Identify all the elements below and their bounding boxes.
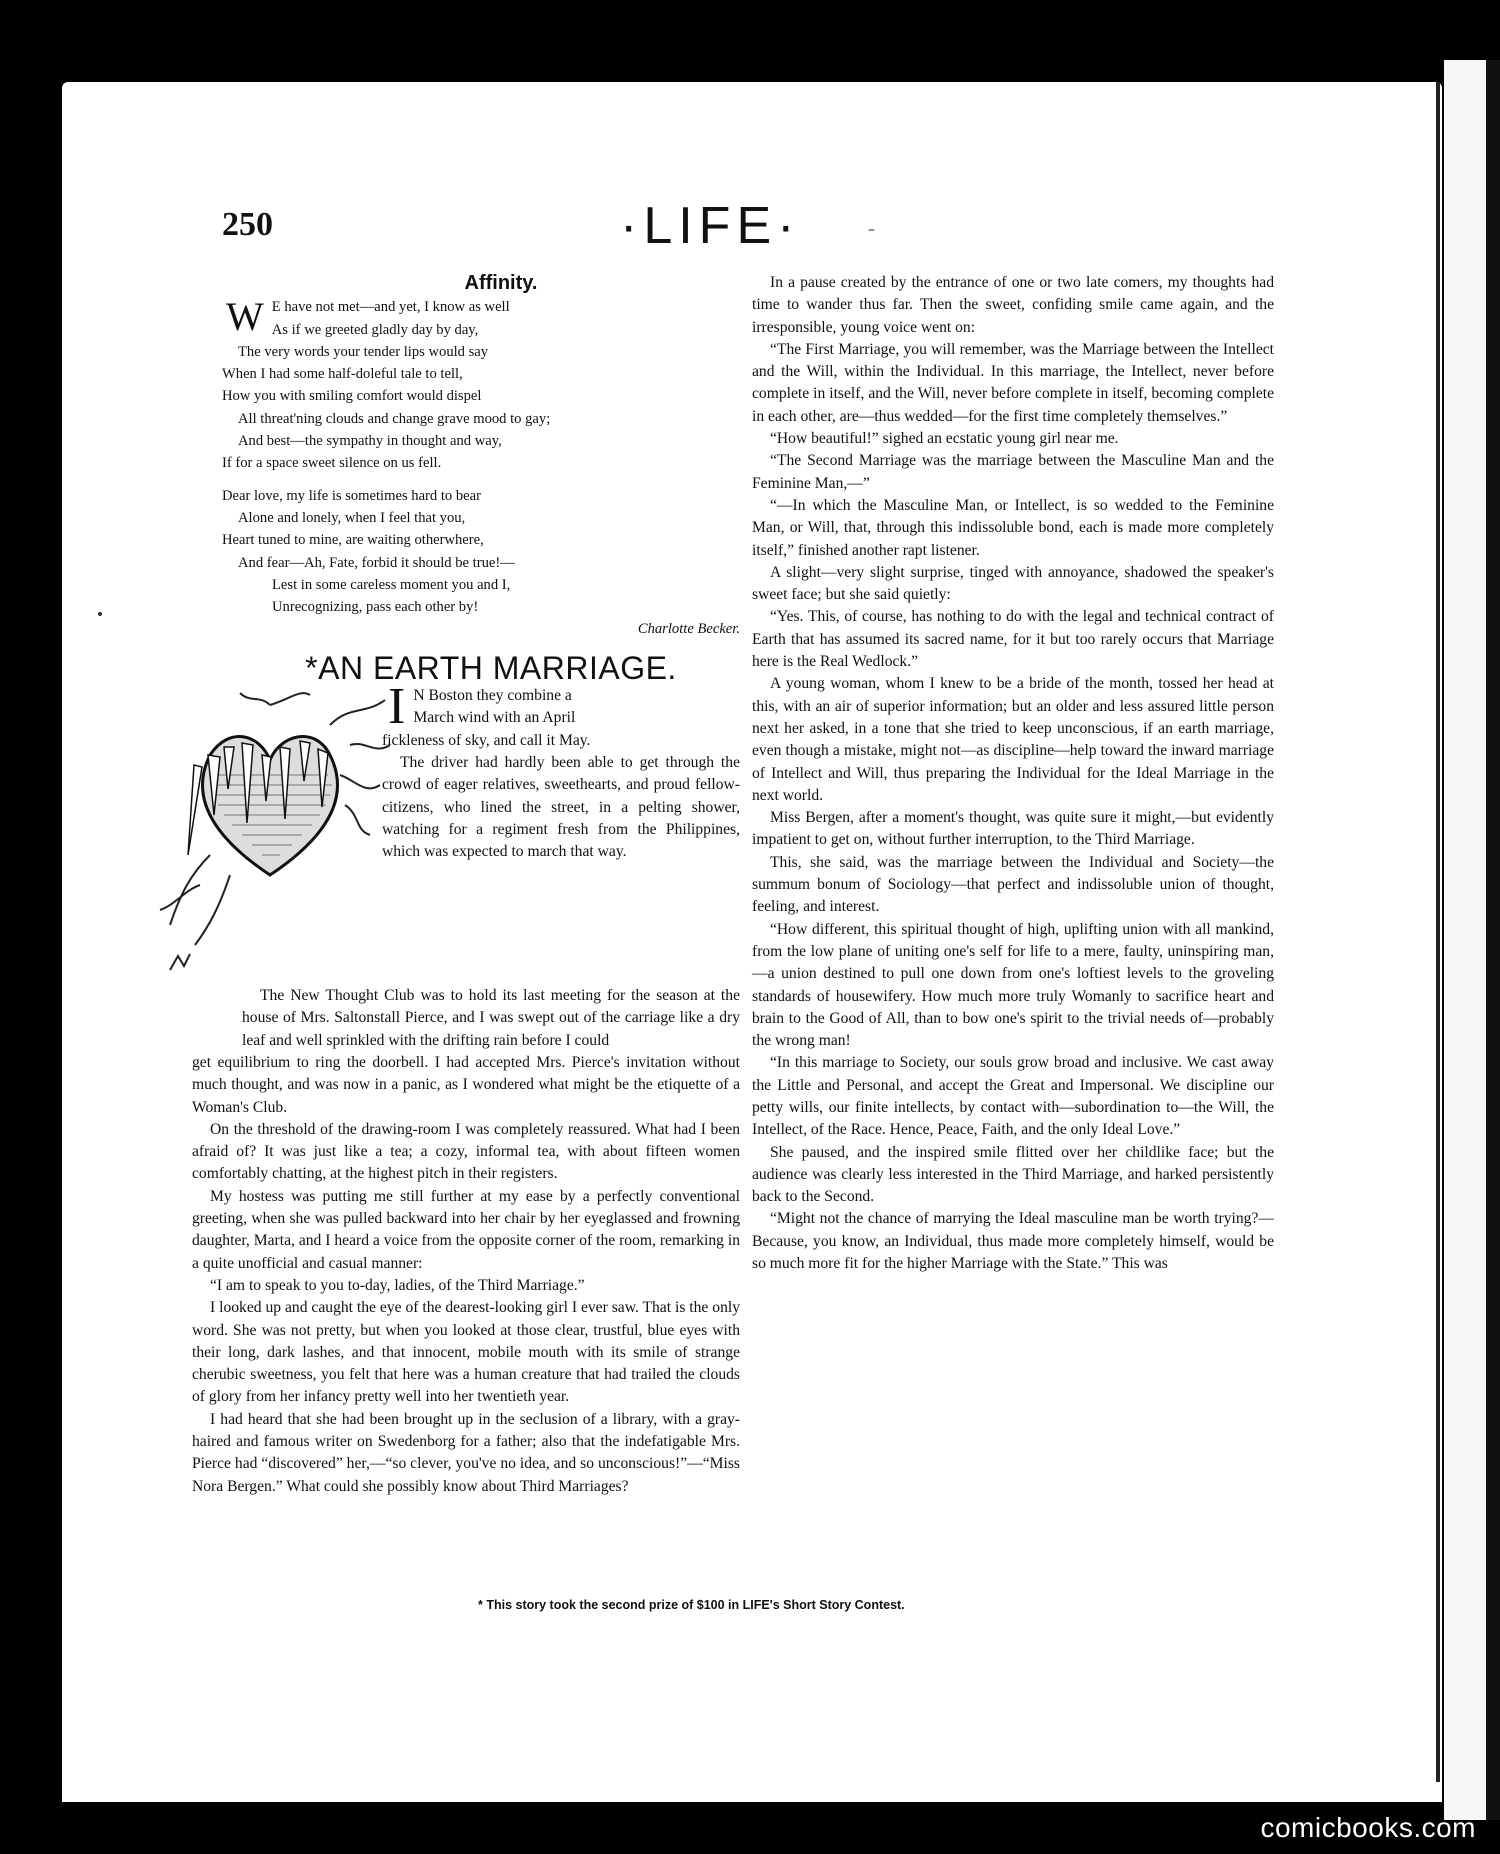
story-mid-block (242, 985, 740, 1052)
poem-line: When I had some half-doleful tale to tell, (222, 366, 463, 383)
frozen-heart-illustration (150, 685, 390, 985)
poem-line: All threat'ning clouds and change grave mood to gay; (238, 410, 551, 427)
poem-line: If for a space sweet silence on us fell. (222, 455, 442, 472)
story-paragraph: “The Second Marriage was the marriage between the Masculine Man and the Feminine Man,—” (752, 452, 1274, 492)
story-paragraph: Miss Bergen, after a moment's thought, was quite sure it might,—but evidently impatient to get on, without further interruption, to the Third Marriage. (752, 809, 1274, 849)
poem-line: How you with smiling comfort would dispel (222, 388, 482, 405)
opening-line: fickleness of sky, and call it May. (382, 731, 591, 749)
opening-line: March wind with an April (413, 709, 576, 727)
page-edge-shadow (1486, 60, 1500, 1820)
story-title: *AN EARTH MARRIAGE. (305, 649, 677, 686)
binding-gutter (1436, 82, 1440, 1782)
poem-title: Affinity. (464, 272, 538, 294)
poem-line: Heart tuned to mine, are waiting otherwhere, (222, 532, 484, 549)
page-number: 250 (222, 206, 273, 243)
story-opening (222, 678, 740, 985)
story-paragraph: “The First Marriage, you will remember, was the Marriage between the Intellect and the Will, within the Individual. In this marriage, the Intellect, never before complete in itself, and the Will, never before complete in itself, becoming complete in each other, are—thus wedded—for the first time completely themselves.” (752, 340, 1274, 425)
poem-line: And fear—Ah, Fate, forbid it should be true!— (238, 554, 515, 571)
story-left-body (192, 1052, 740, 1498)
poem-line: Dear love, my life is sometimes hard to bear (222, 487, 481, 504)
story-paragraph: “—In which the Masculine Man, or Intellect, is so wedded to the Feminine Man, or Will, that, through this indissoluble bond, each is made more completely itself,” finished another rapt listener. (752, 496, 1274, 559)
story-paragraph: “Might not the chance of marrying the Ideal masculine man be worth trying?—Because, you know, an Individual, thus made more completely himself, would be so much more fit for the higher Marriage with the State.” This was (752, 1210, 1274, 1273)
story-paragraph: “How beautiful!” sighed an ecstatic young girl near me. (770, 430, 1119, 448)
masthead-tail: – (868, 222, 875, 238)
left-column (192, 272, 740, 1498)
story-paragraph: The New Thought Club was to hold its last meeting for the season at the house of Mrs. Saltonstall Pierce, and I was swept out of the carriage like a dry leaf and well sprinkled with the drifting rain before I could (242, 987, 740, 1049)
poem-line: As if we greeted gladly day by day, (271, 321, 479, 338)
poem-line: And best—the sympathy in thought and way, (238, 433, 502, 450)
poem-drop-letter: W (226, 294, 264, 340)
poem-line: Lest in some careless moment you and I, (272, 576, 511, 593)
poem-line: E have not met—and yet, I know as well (271, 299, 510, 316)
story-paragraph: My hostess was putting me still further at my ease by a perfectly conventional greeting, when she was pulled backward into her chair by her eyeglassed and frowning daughter, Marta, and I heard a voice from the opposite corner of the room, remarking in a quite unofficial and casual manner: (192, 1187, 740, 1272)
watermark-link[interactable]: comicbooks.com (1260, 1812, 1476, 1843)
poem-stanza-2 (222, 485, 740, 619)
story-paragraph: On the threshold of the drawing-room I was completely reassured. What had I been afraid of? It was just like a tea; a cozy, informal tea, with about fifteen women comfortably chatting, at the highest pitch in their registers. (192, 1120, 740, 1183)
story-paragraph: “In this marriage to Society, our souls grow broad and inclusive. We cast away the Little and Personal, and accept the Great and Impersonal. We discipline our petty wills, our finite intellects, by contact with—subordination to—the Will, the Intellect, of the Race. Hence, Peace, Faith, and the only Ideal Love.” (752, 1054, 1274, 1139)
story-paragraph: “Yes. This, of course, has nothing to do with the legal and technical contract of Earth that has assumed its sacred name, for it but too rarely occurs that Marriage here is the Real Wedlock.” (752, 608, 1274, 671)
poem-line: Alone and lonely, when I feel that you, (238, 509, 466, 526)
poem-stanza-1 (222, 296, 740, 474)
story-paragraph: A slight—very slight surprise, tinged with annoyance, shadowed the speaker's sweet face; but she said quietly: (752, 563, 1274, 604)
right-column (752, 272, 1274, 1275)
story-paragraph: The driver had hardly been able to get through the crowd of eager relatives, sweethearts, and proud fellow-citizens, who lined the street, in a pelting shower, watching for a regiment fresh from the Philippines, which was expected to march that way. (382, 753, 740, 861)
story-paragraph: “I am to speak to you to-day, ladies, of the Third Marriage.” (210, 1276, 585, 1294)
poem-signature: Charlotte Becker. (637, 621, 740, 638)
print-speck (98, 612, 102, 616)
story-drop-letter: I (388, 678, 406, 736)
story-opening-lines (382, 678, 740, 752)
story-paragraph: get equilibrium to ring the doorbell. I had accepted Mrs. Pierce's invitation without much thought, and was now in a panic, as I wondered what might be the etiquette of a Woman's Club. (192, 1053, 740, 1116)
story-paragraph: I looked up and caught the eye of the dearest-looking girl I ever saw. That is the only word. She was not pretty, but when you looked at those clear, trustful, blue eyes with their long, dark lashes, and that innocent, mobile mouth with its smile of strange cherubic sweetness, you felt that here was a human creature that had trailed the clouds of glory from her infancy pretty well into her twentieth year. (192, 1299, 740, 1406)
poem-line: The very words your tender lips would say (238, 343, 489, 360)
masthead: ·LIFE· (620, 197, 801, 255)
story-paragraph: In a pause created by the entrance of one or two late comers, my thoughts had time to wander thus far. Then the sweet, confiding smile came again, and the irresponsible, young voice went on: (752, 274, 1274, 336)
opening-line: N Boston they combine a (413, 687, 572, 705)
story-opening-text (382, 678, 740, 863)
story-paragraph: “How different, this spiritual thought of high, uplifting union with all mankind, from the low plane of uniting one's self for life to a mere, faulty, uninspiring man,—a union destined to pull one down from one's loftiest levels to the groveling standards of housewifery. How much more truly Womanly to sacrifice heart and brain to the Good of All, than to bow one's spirit to the trivial needs of—probably the wrong man! (752, 920, 1274, 1050)
footnote: * This story took the second prize of $100 in LIFE's Short Story Contest. (478, 1598, 905, 1612)
story-paragraph: I had heard that she had been brought up in the seclusion of a library, with a gray-haired and famous writer on Swedenborg for a father; also that the indefatigable Mrs. Pierce had “discovered” her,—“so clever, you've no idea, and so unconscious!”—“Miss Nora Bergen.” What could she possibly know about Third Marriages? (192, 1410, 740, 1495)
poem (222, 296, 740, 640)
story-paragraph: She paused, and the inspired smile flitted over her childlike face; but the audience was clearly less interested in the Third Marriage, and harked persistently back to the Second. (752, 1143, 1274, 1206)
story-paragraph: This, she said, was the marriage between the Individual and Society—the summum bonum of Sociology—that perfect and indissoluble union of thought, feeling, and interest. (752, 853, 1274, 916)
story-paragraph: A young woman, whom I knew to be a bride of the month, tossed her head at this, with an air of superior information; but an older and less assured little person next her asked, in a tone that she tried to keep unconscious, if an earth marriage, even though a mistake, might not—as discipline—help toward the inward marriage of Intellect and Will, thus preparing the Individual for the Ideal Marriage in the next world. (752, 675, 1274, 804)
poem-line: Unrecognizing, pass each other by! (272, 599, 479, 616)
